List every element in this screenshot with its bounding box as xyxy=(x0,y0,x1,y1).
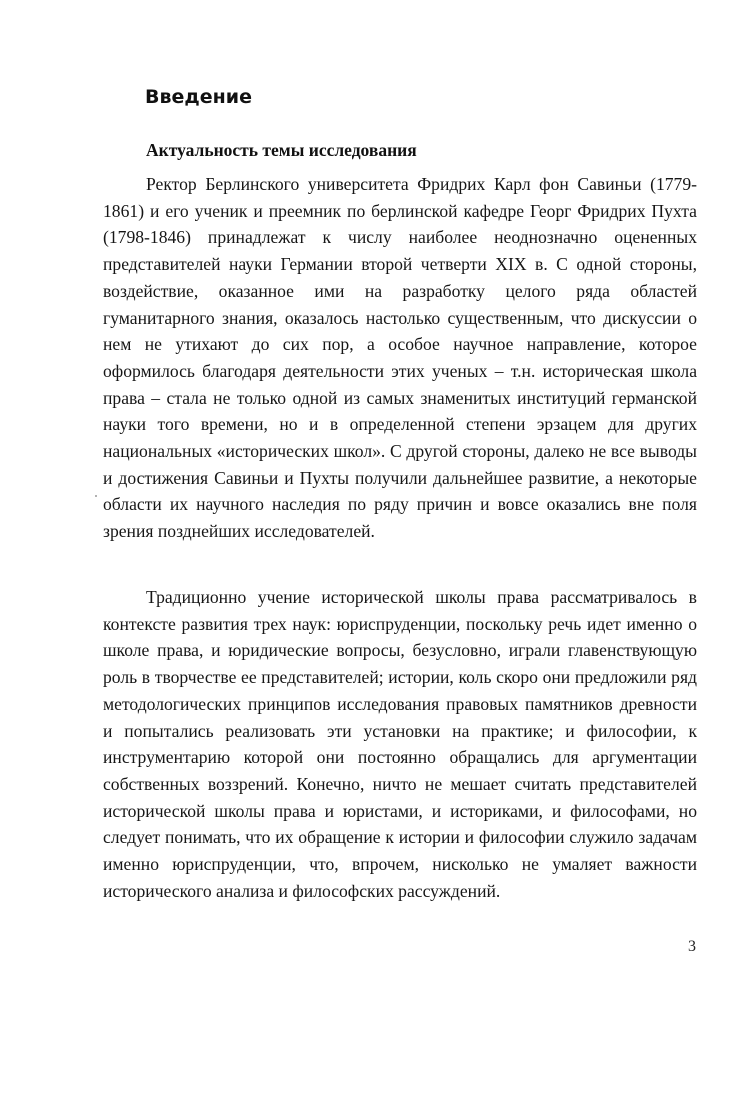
paragraph: Традиционно учение исторической школы права рассматривалось в контексте развития трех наук: юриспруденции, поскольку речь идет именно о школе права, и юридические вопросы, безусловно, играли главенствующую роль в творчестве ее представителей; истории, коль скоро они предложили ряд методологических принципов исследования правовых памятников древности и попытались реализовать эти установки на практике; и философии, к инструментарию которой они постоянно обращались для аргументации собственных воззрений. Конечно, ничто не мешает считать представителей исторической школы права и юристами, и историками, и философами, но следует понимать, что их обращение к истории и философии служило задачам именно юриспруденции, что, впрочем, нисколько не умаляет важности исторического анализа и философских рассуждений. xyxy=(103,587,697,901)
section-title: Актуальность темы исследования xyxy=(146,140,417,160)
scan-speck xyxy=(95,495,97,497)
page-number: 3 xyxy=(688,938,696,955)
paragraph: Ректор Берлинского университета Фридрих Карл фон Савиньи (1779-1861) и его ученик и преемник по берлинской кафедре Георг Фридрих Пухта (1798-1846) принадлежат к числу наиболее неоднозначно оцененных представителей науки Германии второй четверти XIX в. С одной стороны, воздействие, оказанное ими на разработку целого ряда областей гуманитарного знания, оказалось настолько существенным, что дискуссии о нем не утихают до сих пор, а особое научное направление, которое оформилось благодаря деятельности этих ученых – т.н. историческая школа права – стала не только одной из самых знаменитых институций германской науки того времени, но и в определенной степени эрзацем для других национальных «исторических школ». С другой стороны, далеко не все выводы и достижения Савиньи и Пухты получили дальнейшее развитие, а некоторые области их научного наследия по ряду причин и вовсе оказались вне поля зрения позднейших исследователей. xyxy=(103,174,697,542)
chapter-heading: Введение xyxy=(145,86,252,108)
